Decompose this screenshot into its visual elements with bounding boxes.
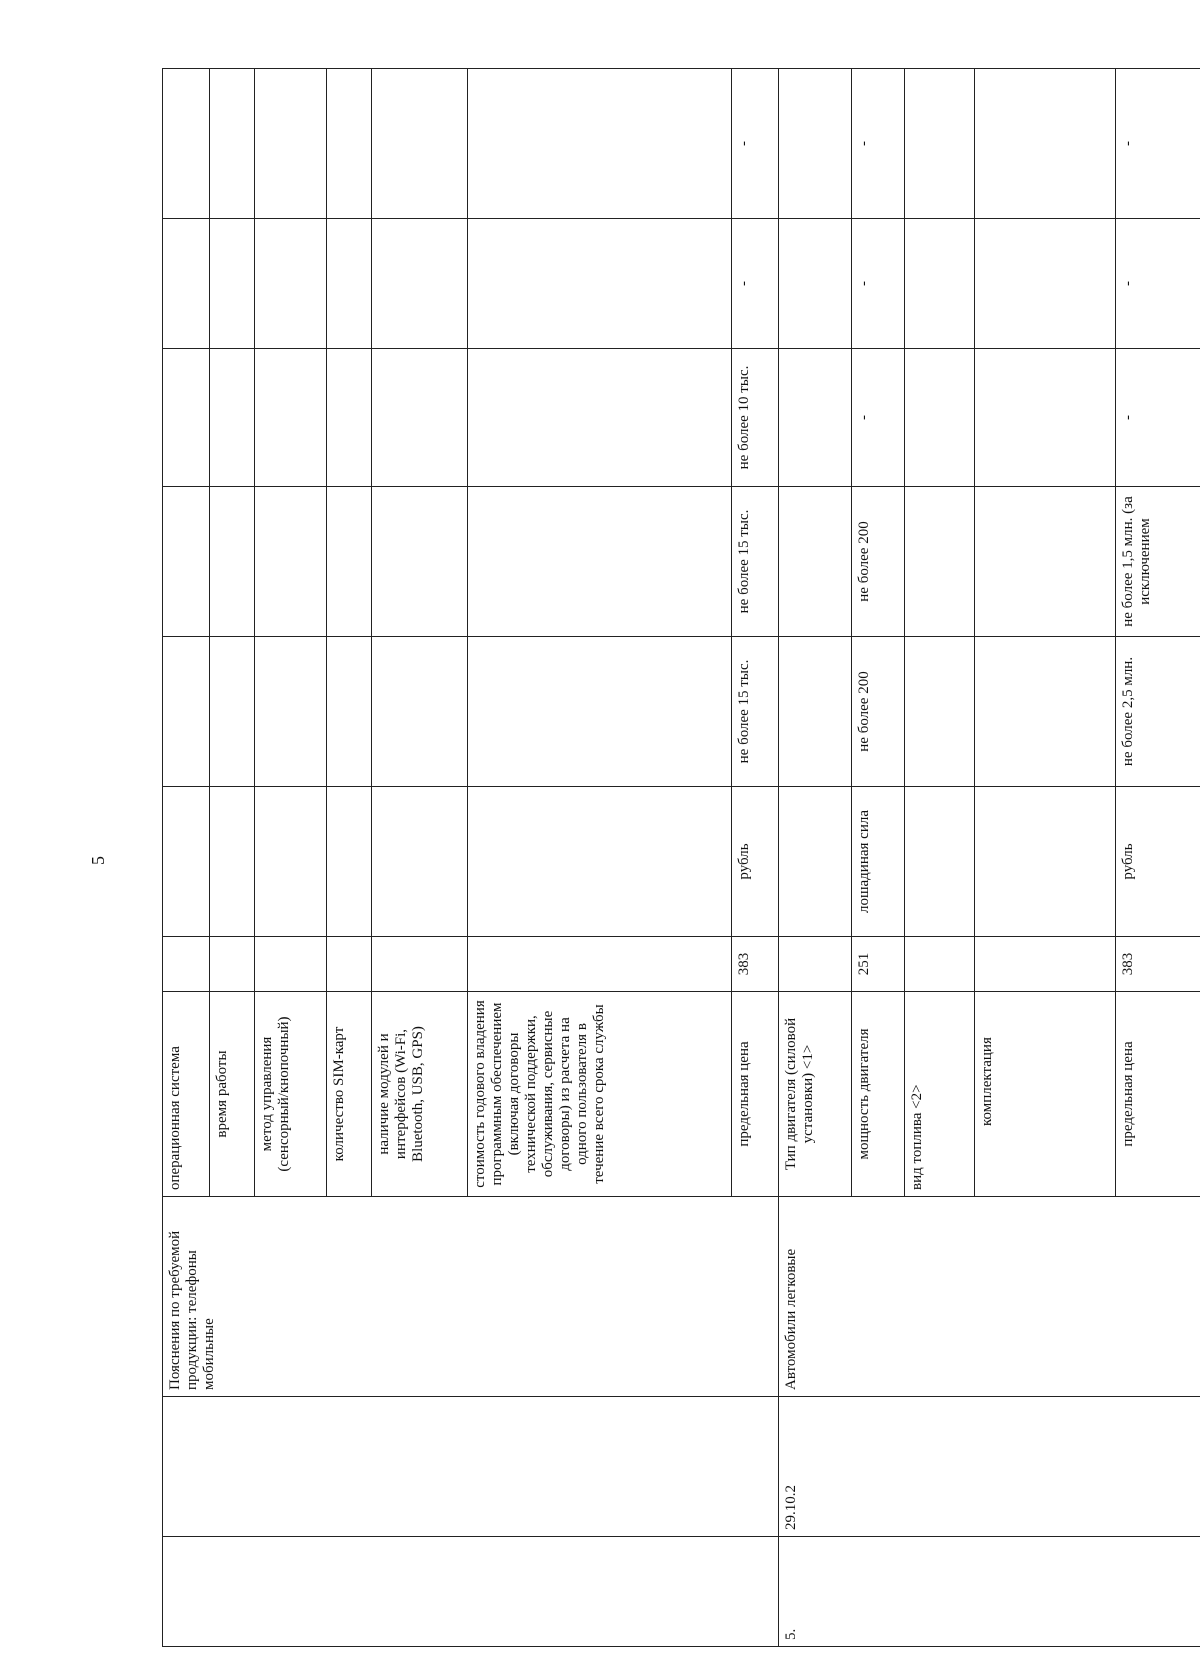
- characteristic-cell: метод управления (сенсорный/кнопочный): [254, 992, 327, 1197]
- okei-code-cell: [904, 937, 974, 992]
- value-cell: [254, 219, 327, 349]
- okei-code-cell: [254, 937, 327, 992]
- value-cell: [209, 219, 254, 349]
- value-cell: не более 1,5 млн. (за исключением: [1116, 487, 1200, 637]
- value-cell: [904, 219, 974, 349]
- value-cell: [254, 69, 327, 219]
- unit-cell: [209, 787, 254, 937]
- value-cell: не более 2,5 млн.: [1116, 637, 1200, 787]
- value-cell: [163, 487, 210, 637]
- okei-code-cell: [163, 937, 210, 992]
- okei-code-cell: [468, 937, 732, 992]
- value-cell: [975, 487, 1116, 637]
- value-cell: [975, 219, 1116, 349]
- unit-cell: [327, 787, 372, 937]
- value-cell: не более 15 тыс.: [732, 637, 779, 787]
- value-cell: [254, 349, 327, 487]
- value-cell: [779, 487, 852, 637]
- value-cell: [327, 349, 372, 487]
- value-cell: -: [1116, 349, 1200, 487]
- value-cell: -: [852, 349, 905, 487]
- value-cell: [779, 69, 852, 219]
- value-cell: [163, 349, 210, 487]
- okei-code-cell: [327, 937, 372, 992]
- value-cell: [371, 637, 467, 787]
- value-cell: [327, 219, 372, 349]
- okei-code-cell: 383: [1116, 937, 1200, 992]
- value-cell: [468, 219, 732, 349]
- value-cell: [904, 69, 974, 219]
- table-row: [779, 69, 852, 1647]
- characteristic-cell: вид топлива <2>: [904, 992, 974, 1197]
- characteristic-cell: комплектация: [975, 992, 1116, 1197]
- value-cell: [327, 487, 372, 637]
- value-cell: -: [852, 69, 905, 219]
- value-cell: [975, 637, 1116, 787]
- value-cell: [904, 349, 974, 487]
- value-cell: -: [852, 219, 905, 349]
- characteristic-cell: стоимость годового владения программным обеспечением (включая договоры технической поддержки, обслуживания, сервисные договоры) из расчета на одного пользователя в течение всего срока службы: [468, 992, 732, 1197]
- value-cell: [779, 637, 852, 787]
- value-cell: [468, 349, 732, 487]
- unit-cell: рубль: [732, 787, 779, 937]
- row-number-cell: [163, 1537, 779, 1647]
- unit-cell: лошадиная сила: [852, 787, 905, 937]
- value-cell: [975, 69, 1116, 219]
- value-cell: не более 10 тыс.: [732, 349, 779, 487]
- page-number: 5: [88, 856, 108, 865]
- okei-code-cell: [975, 937, 1116, 992]
- value-cell: не более 200: [852, 487, 905, 637]
- value-cell: [163, 219, 210, 349]
- value-cell: [975, 349, 1116, 487]
- value-cell: [904, 487, 974, 637]
- value-cell: [209, 69, 254, 219]
- okei-code-cell: [779, 937, 852, 992]
- okei-code-cell: 383: [732, 937, 779, 992]
- characteristic-cell: количество SIM-карт: [327, 992, 372, 1197]
- value-cell: [209, 349, 254, 487]
- okpd-code-cell: 29.10.2: [779, 1397, 1200, 1537]
- unit-cell: [779, 787, 852, 937]
- value-cell: [209, 637, 254, 787]
- value-cell: [779, 349, 852, 487]
- value-cell: [327, 69, 372, 219]
- value-cell: [468, 637, 732, 787]
- value-cell: [779, 219, 852, 349]
- value-cell: -: [732, 219, 779, 349]
- unit-cell: [468, 787, 732, 937]
- unit-cell: рубль: [1116, 787, 1200, 937]
- characteristic-cell: операционная система: [163, 992, 210, 1197]
- value-cell: -: [1116, 219, 1200, 349]
- row-number-cell: 5.: [779, 1537, 1200, 1647]
- product-name-cell: Пояснения по требуемой продукции: телефоны мобильные: [163, 1197, 779, 1397]
- characteristic-cell: предельная цена: [732, 992, 779, 1197]
- value-cell: -: [1116, 69, 1200, 219]
- unit-cell: [975, 787, 1116, 937]
- characteristic-cell: время работы: [209, 992, 254, 1197]
- unit-cell: [904, 787, 974, 937]
- unit-cell: [254, 787, 327, 937]
- value-cell: [163, 637, 210, 787]
- okei-code-cell: 251: [852, 937, 905, 992]
- okei-code-cell: [209, 937, 254, 992]
- okpd-code-cell: [163, 1397, 779, 1537]
- unit-cell: [163, 787, 210, 937]
- characteristic-cell: мощность двигателя: [852, 992, 905, 1197]
- value-cell: -: [732, 69, 779, 219]
- okei-code-cell: [371, 937, 467, 992]
- value-cell: [254, 487, 327, 637]
- value-cell: [904, 637, 974, 787]
- value-cell: не более 200: [852, 637, 905, 787]
- table-row: [163, 69, 210, 1647]
- value-cell: [254, 637, 327, 787]
- value-cell: [371, 219, 467, 349]
- characteristic-cell: наличие модулей и интерфейсов (Wi-Fi, Bluetooth, USB, GPS): [371, 992, 467, 1197]
- value-cell: [209, 487, 254, 637]
- value-cell: [468, 69, 732, 219]
- characteristic-cell: предельная цена: [1116, 992, 1200, 1197]
- unit-cell: [371, 787, 467, 937]
- value-cell: [371, 349, 467, 487]
- value-cell: [371, 487, 467, 637]
- value-cell: [371, 69, 467, 219]
- value-cell: [327, 637, 372, 787]
- product-name-cell: Автомобили легковые: [779, 1197, 1200, 1397]
- value-cell: не более 15 тыс.: [732, 487, 779, 637]
- requirements-table-container: [162, 69, 1200, 1647]
- requirements-table: [162, 68, 1200, 1647]
- value-cell: [468, 487, 732, 637]
- characteristic-cell: Тип двигателя (силовой установки) <1>: [779, 992, 852, 1197]
- value-cell: [163, 69, 210, 219]
